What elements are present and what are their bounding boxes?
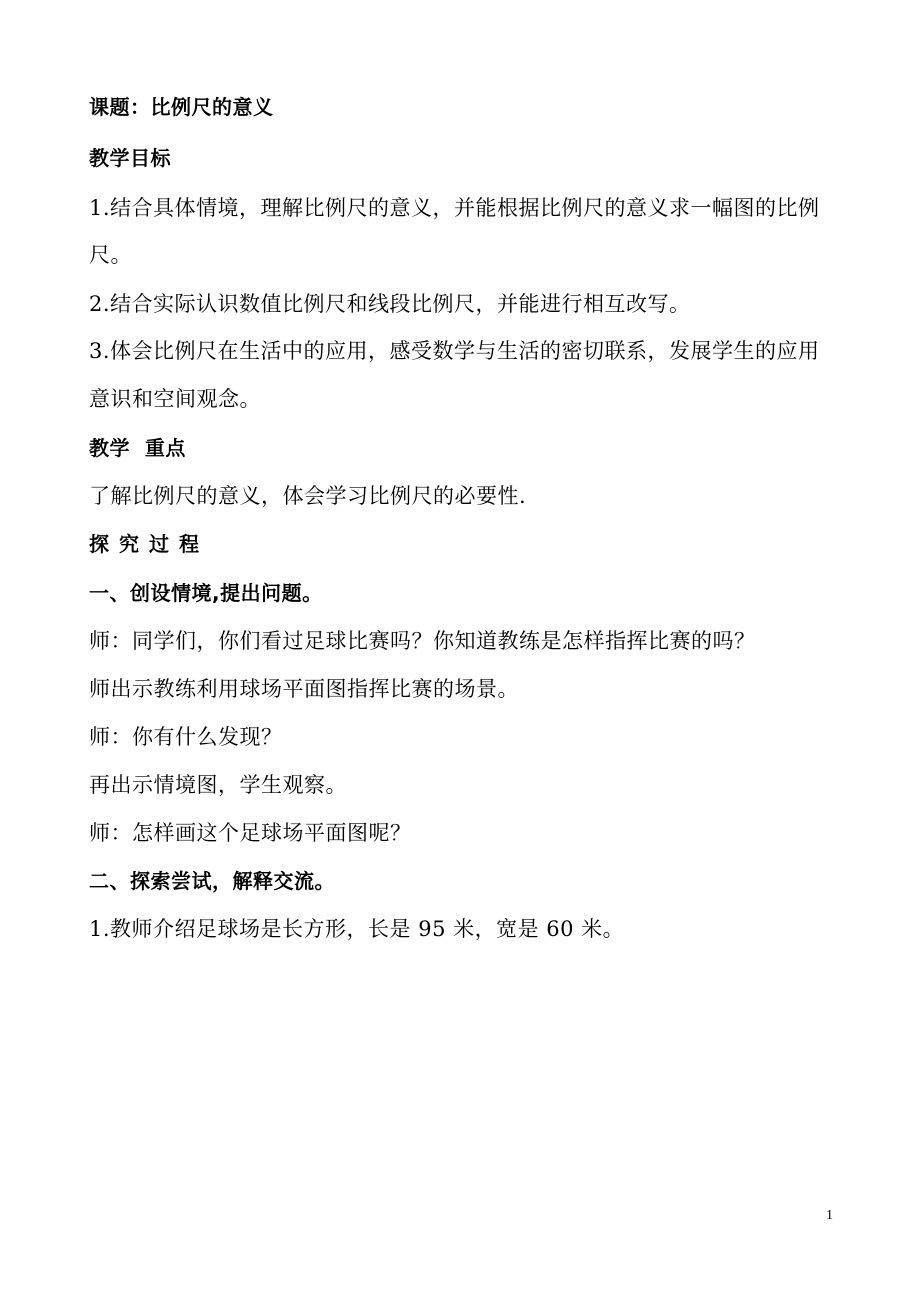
process-line-4: 再出示情境图，学生观察。: [89, 773, 347, 797]
key-point-text: 了解比例尺的意义，体会学习比例尺的必要性.: [89, 484, 527, 508]
page-number: 1: [826, 1208, 833, 1223]
section-2-heading: 二、探索尝试，解释交流。: [89, 869, 335, 893]
objective-3-line-2: 意识和空间观念。: [89, 387, 261, 411]
process-line-6: 1.教师介绍足球场是长方形，长是 95 米，宽是 60 米。: [89, 917, 625, 941]
process-line-5: 师：怎样画这个足球场平面图呢？: [89, 821, 412, 845]
lesson-title: 课题：比例尺的意义: [89, 95, 274, 119]
objective-1-line-2: 尺。: [89, 243, 132, 267]
key-point-heading: 教学 重点: [89, 436, 186, 460]
process-line-1: 师：同学们，你们看过足球比赛吗？你知道教练是怎样指挥比赛的吗？: [89, 629, 756, 653]
objective-3-line-1: 3.体会比例尺在生活中的应用，感受数学与生活的密切联系，发展学生的应用: [89, 339, 820, 363]
objective-1-line-1: 1.结合具体情境，理解比例尺的意义，并能根据比例尺的意义求一幅图的比例: [89, 196, 820, 220]
process-line-2: 师出示教练利用球场平面图指挥比赛的场景。: [89, 677, 519, 701]
process-heading: 探究过程: [89, 532, 209, 556]
objective-2: 2.结合实际认识数值比例尺和线段比例尺，并能进行相互改写。: [89, 292, 691, 316]
process-line-3: 师：你有什么发现？: [89, 725, 283, 749]
objectives-heading: 教学目标: [89, 146, 171, 170]
section-1-heading: 一、创设情境,提出问题。: [89, 581, 323, 605]
